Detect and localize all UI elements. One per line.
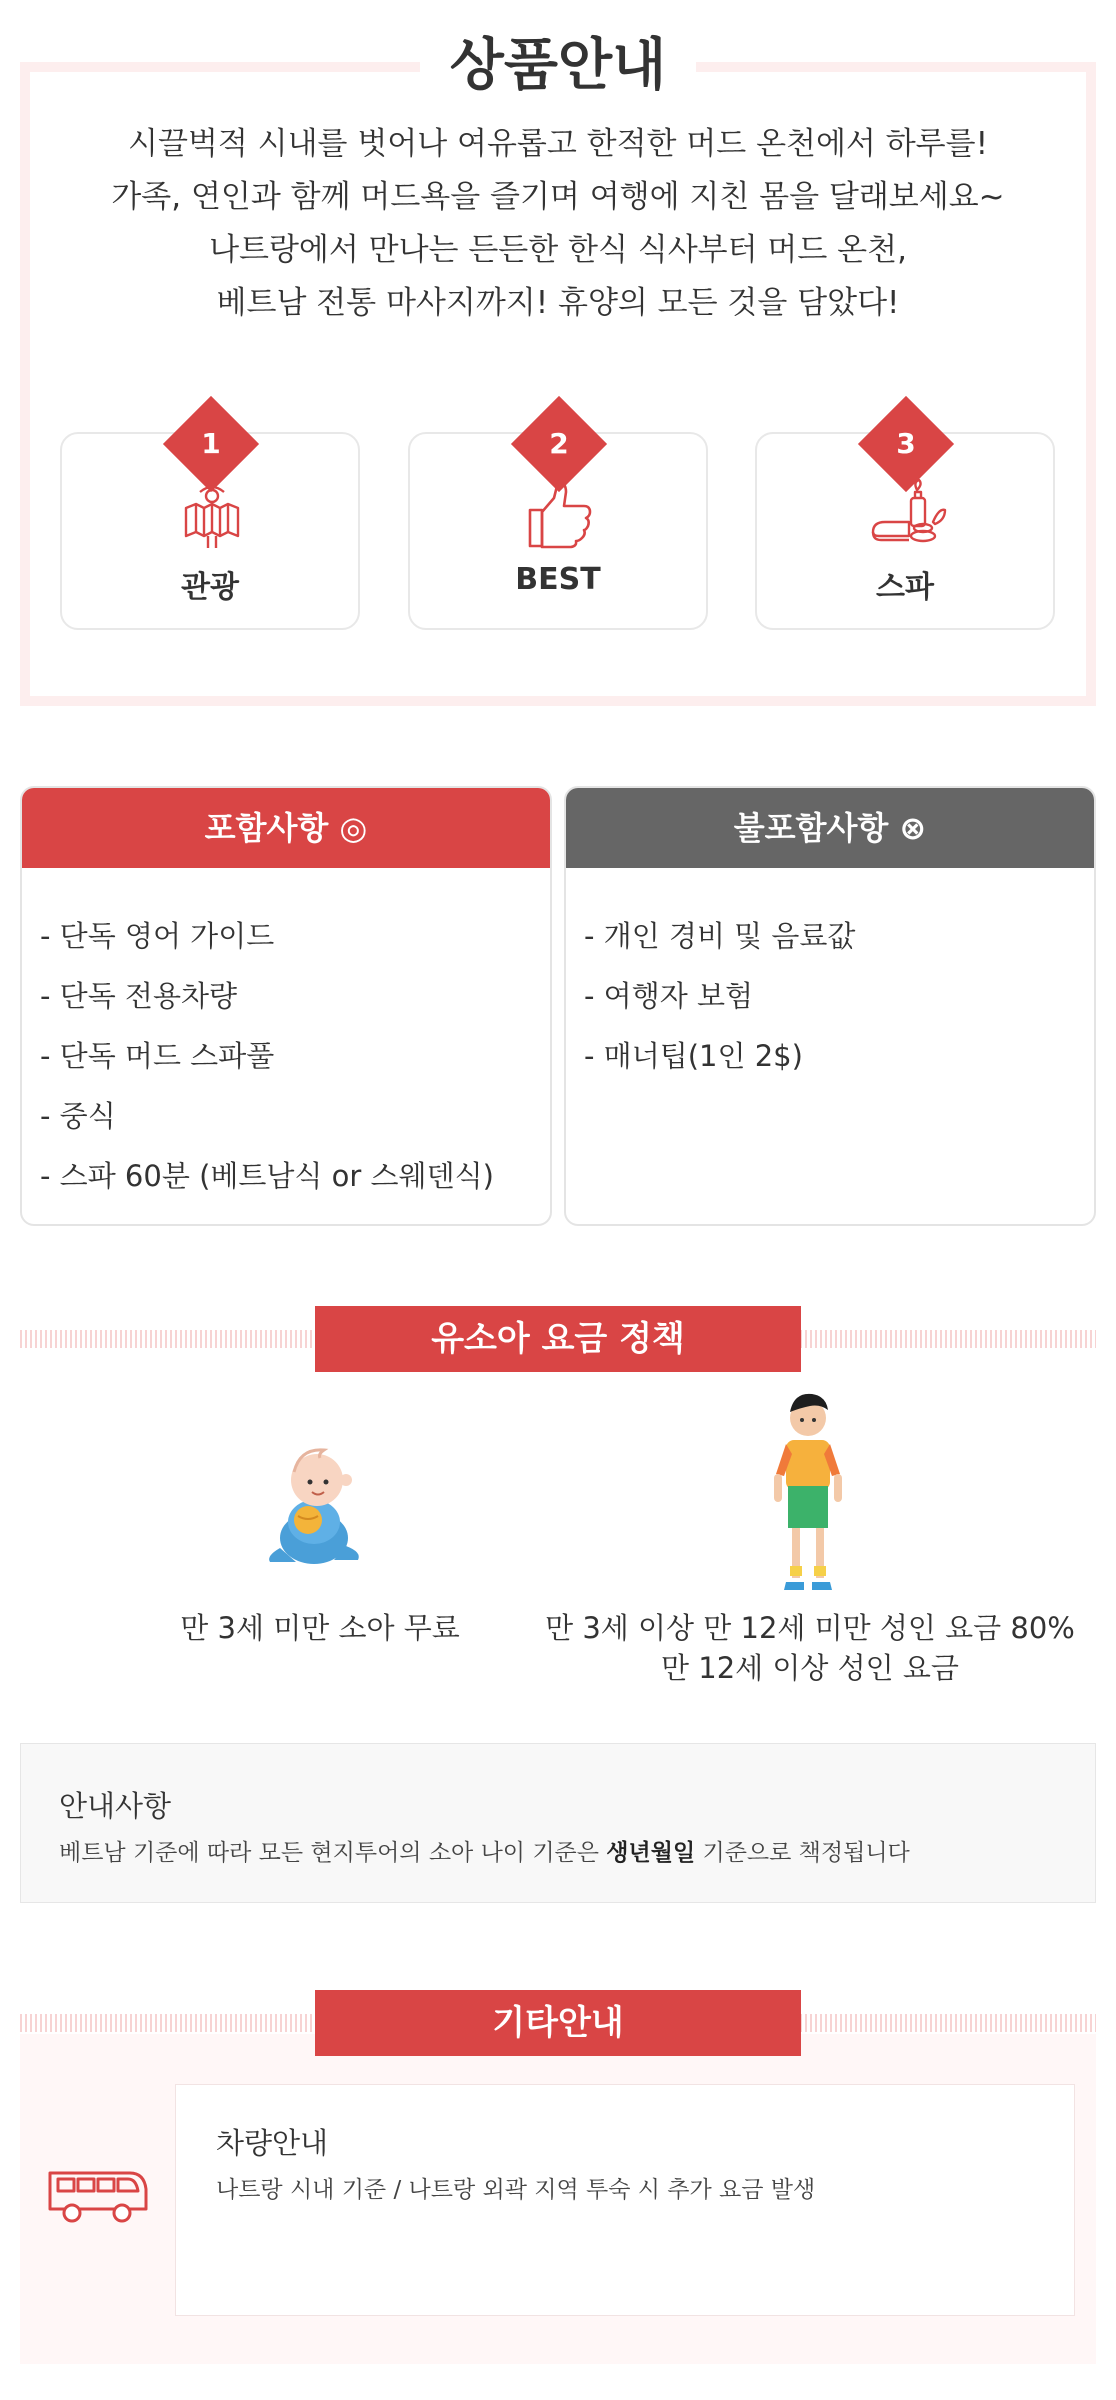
included-header: 포함사항 ◎ <box>22 788 550 868</box>
infant-fare-text: 만 3세 미만 소아 무료 <box>180 1611 460 1645</box>
thumbs-up-icon <box>520 478 600 552</box>
feature-card-spa <box>755 427 1055 630</box>
list-item: - 매너팁(1인 2$) <box>584 1039 803 1073</box>
child-fare-line: 만 3세 이상 만 12세 미만 성인 요금 80% <box>545 1611 1075 1645</box>
feature-card-best <box>408 427 708 630</box>
feature-label: 스파 <box>876 570 934 605</box>
notice-box <box>20 1743 1096 1903</box>
notice-text: 베트남 기준에 따라 모든 현지투어의 소아 나이 기준은 생년월일 기준으로 책정됩니다 <box>59 1840 910 1866</box>
product-info-title: 상품안내 <box>420 22 696 110</box>
vehicle-info-title: 차량안내 <box>216 2126 329 2160</box>
feature-number-badge: 1 <box>163 396 259 492</box>
adult-fare-line: 만 12세 이상 성인 요금 <box>661 1651 959 1685</box>
excluded-header: 불포함사항 ⊗ <box>566 788 1094 868</box>
child-fare-text <box>530 1608 1090 1688</box>
list-item: - 개인 경비 및 음료값 <box>584 919 856 953</box>
notice-title: 안내사항 <box>59 1789 172 1823</box>
list-item: - 여행자 보험 <box>584 979 753 1013</box>
description-line: 나트랑에서 만나는 든든한 한식 식사부터 머드 온천, <box>209 232 907 268</box>
vehicle-info-text: 나트랑 시내 기준 / 나트랑 외곽 지역 투숙 시 추가 요금 발생 <box>216 2177 816 2203</box>
vehicle-info-card <box>175 2084 1075 2316</box>
feature-number-badge: 2 <box>511 396 607 492</box>
list-item: - 중식 <box>40 1099 116 1133</box>
feature-number-badge: 3 <box>858 396 954 492</box>
description-line: 가족, 연인과 함께 머드욕을 즐기며 여행에 지친 몸을 달래보세요~ <box>111 179 1005 215</box>
product-description <box>0 118 1116 330</box>
product-info-title-wrap <box>0 22 1116 110</box>
bus-icon <box>46 2165 150 2227</box>
list-item: - 스파 60분 (베트남식 or 스웨덴식) <box>40 1159 494 1193</box>
list-item: - 단독 영어 가이드 <box>40 919 275 953</box>
excluded-box <box>564 786 1096 1226</box>
included-list <box>22 868 550 1206</box>
description-line: 베트남 전통 마사지까지! 휴양의 모든 것을 담았다! <box>216 285 900 321</box>
child-illustration <box>770 1390 846 1600</box>
list-item: - 단독 머드 스파풀 <box>40 1039 275 1073</box>
baby-illustration <box>262 1420 372 1570</box>
sightseeing-map-person-icon <box>172 478 252 552</box>
child-policy-title: 유소아 요금 정책 <box>315 1306 801 1372</box>
description-line: 시끌벅적 시내를 벗어나 여유롭고 한적한 머드 온천에서 하루를! <box>128 126 988 162</box>
feature-label: 관광 <box>181 570 239 605</box>
spa-towel-stones-icon <box>867 478 947 552</box>
excluded-list <box>566 868 1094 1086</box>
other-info-title: 기타안내 <box>315 1990 801 2056</box>
feature-card-sightseeing <box>60 427 360 630</box>
included-box <box>20 786 552 1226</box>
feature-label: BEST <box>515 562 601 597</box>
notice-emphasis: 생년월일 <box>606 1840 696 1866</box>
list-item: - 단독 전용차량 <box>40 979 237 1013</box>
